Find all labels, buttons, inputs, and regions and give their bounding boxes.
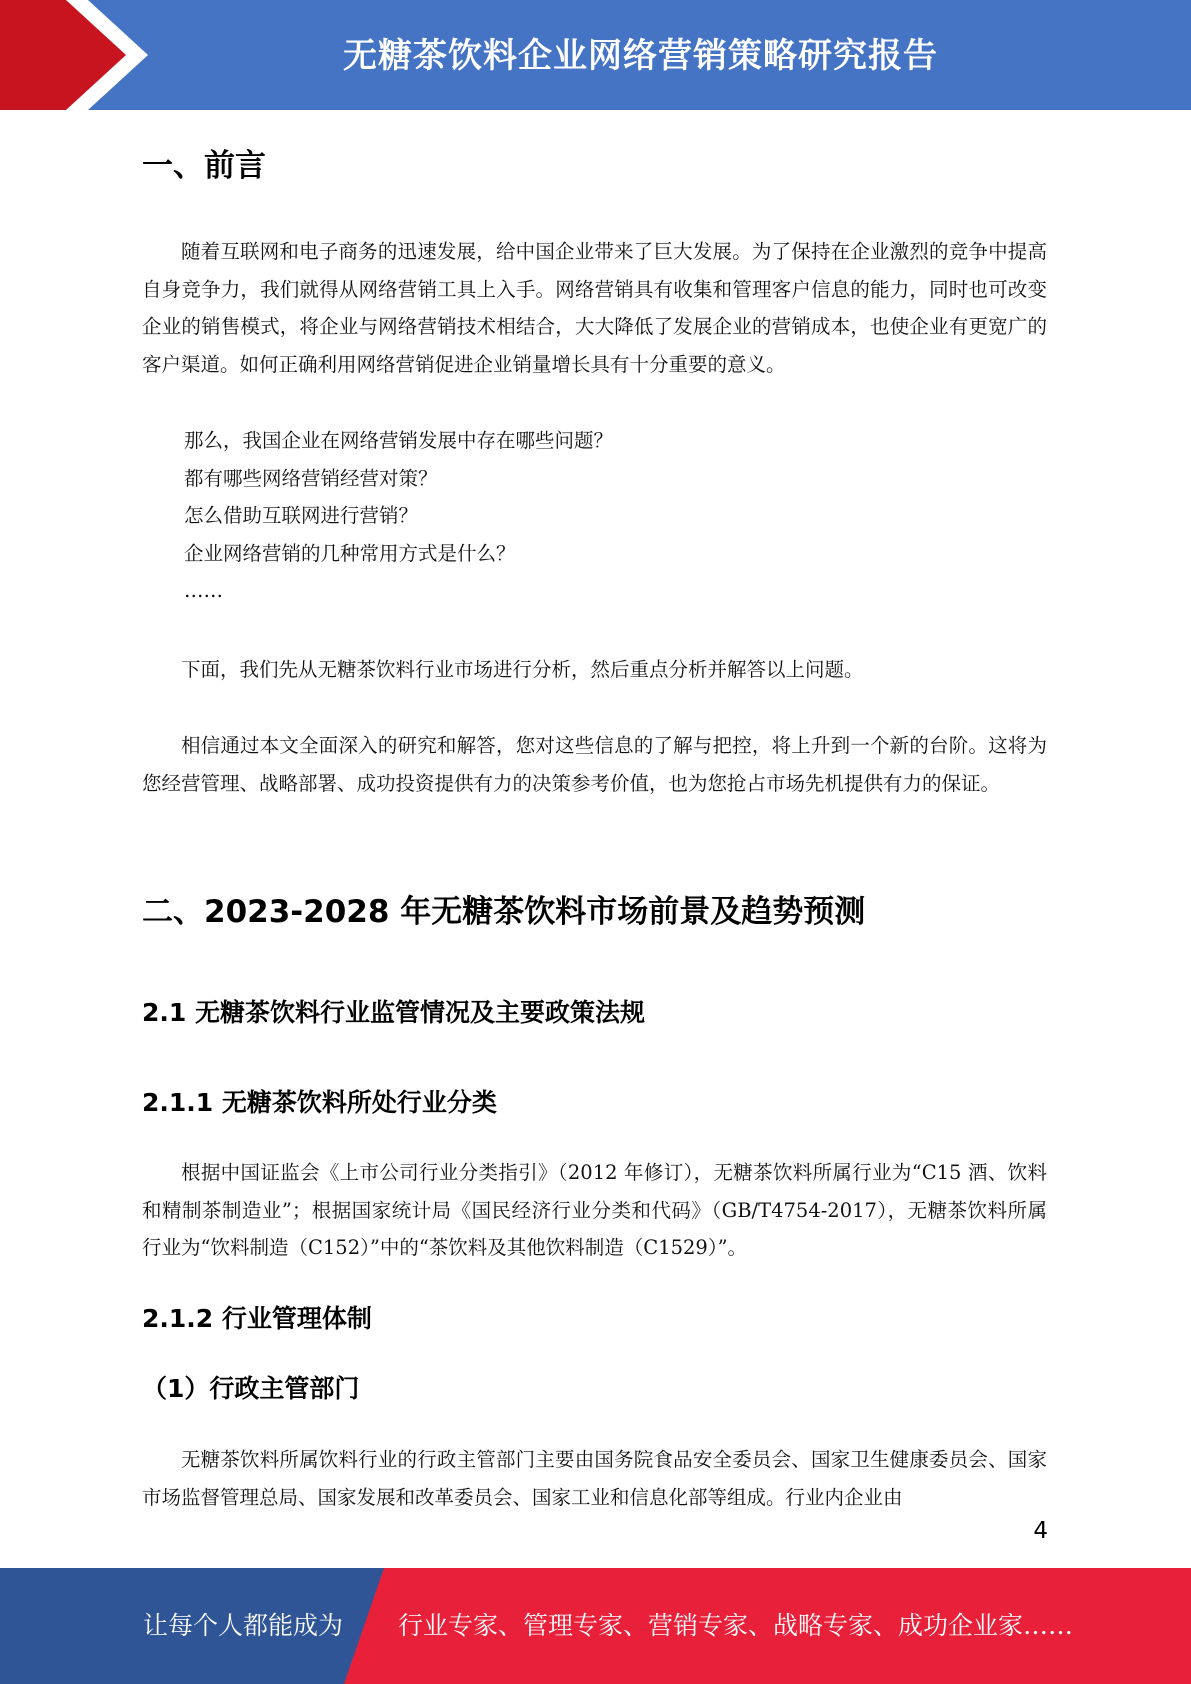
preface-paragraph-3: 相信通过本文全面深入的研究和解答，您对这些信息的了解与把控，将上升到一个新的台阶。这将为您经营管理、战略部署、成功投资提供有力的决策参考价值，也为您抢占市场先机提供有力的保证。 [142,734,1047,795]
preface-heading: 一、前言 [142,148,266,184]
report-title: 无糖茶饮料企业网络营销策略研究报告 [343,36,938,76]
footer-banner [0,1568,1191,1684]
forecast-heading: 二、2023-2028 年无糖茶饮料市场前景及趋势预测 [142,894,866,930]
list-item: 那么，我国企业在网络营销发展中存在哪些问题？ [184,429,614,452]
section-2-1-2-heading: 2.1.2 行业管理体制 [142,1304,372,1333]
list-item: 怎么借助互联网进行营销？ [184,504,419,527]
list-item: 企业网络营销的几种常用方式是什么？ [184,541,516,565]
industry-classification-paragraph: 根据中国证监会《上市公司行业分类指引》（2012 年修订），无糖茶饮料所属行业为“C15 酒、饮料和精制茶制造业”；根据国家统计局《国民经济行业分类和代码》（GB/T4754-2017），无糖茶饮料所属行业为“饮料制造（C152）”中的“茶饮料及其他饮料制造（C1529）”。 [142,1161,1047,1259]
preface-paragraph-2: 下面，我们先从无糖茶饮料行业市场进行分析，然后重点分析并解答以上问题。 [181,658,864,681]
question-list [184,422,613,610]
page-number: 4 [1033,1518,1048,1544]
header-banner [0,0,1191,110]
list-item: 都有哪些网络营销经营对策？ [184,466,438,490]
footer-slogan-right: 行业专家、管理专家、营销专家、战略专家、成功企业家…… [398,1611,1074,1640]
list-item: …… [184,579,223,602]
footer-slogan-left: 让每个人都能成为 [143,1611,344,1640]
admin-department-paragraph: 无糖茶饮料所属饮料行业的行政主管部门主要由国务院食品安全委员会、国家卫生健康委员会、国家市场监督管理总局、国家发展和改革委员会、国家工业和信息化部等组成。行业内企业由 [142,1448,1047,1509]
preface-paragraph-1: 随着互联网和电子商务的迅速发展，给中国企业带来了巨大发展。为了保持在企业激烈的竞争中提高自身竞争力，我们就得从网络营销工具上入手。网络营销具有收集和管理客户信息的能力，同时也可改变企业的销售模式，将企业与网络营销技术相结合，大大降低了发展企业的营销成本，也使企业有更宽广的客户渠道。如何正确利用网络营销促进企业销量增长具有十分重要的意义。 [142,240,1047,376]
section-2-1-heading: 2.1 无糖茶饮料行业监管情况及主要政策法规 [142,998,645,1027]
section-2-1-1-heading: 2.1.1 无糖茶饮料所处行业分类 [142,1088,497,1117]
header-arrow-decoration [0,0,160,110]
admin-department-heading: （1）行政主管部门 [142,1374,360,1403]
